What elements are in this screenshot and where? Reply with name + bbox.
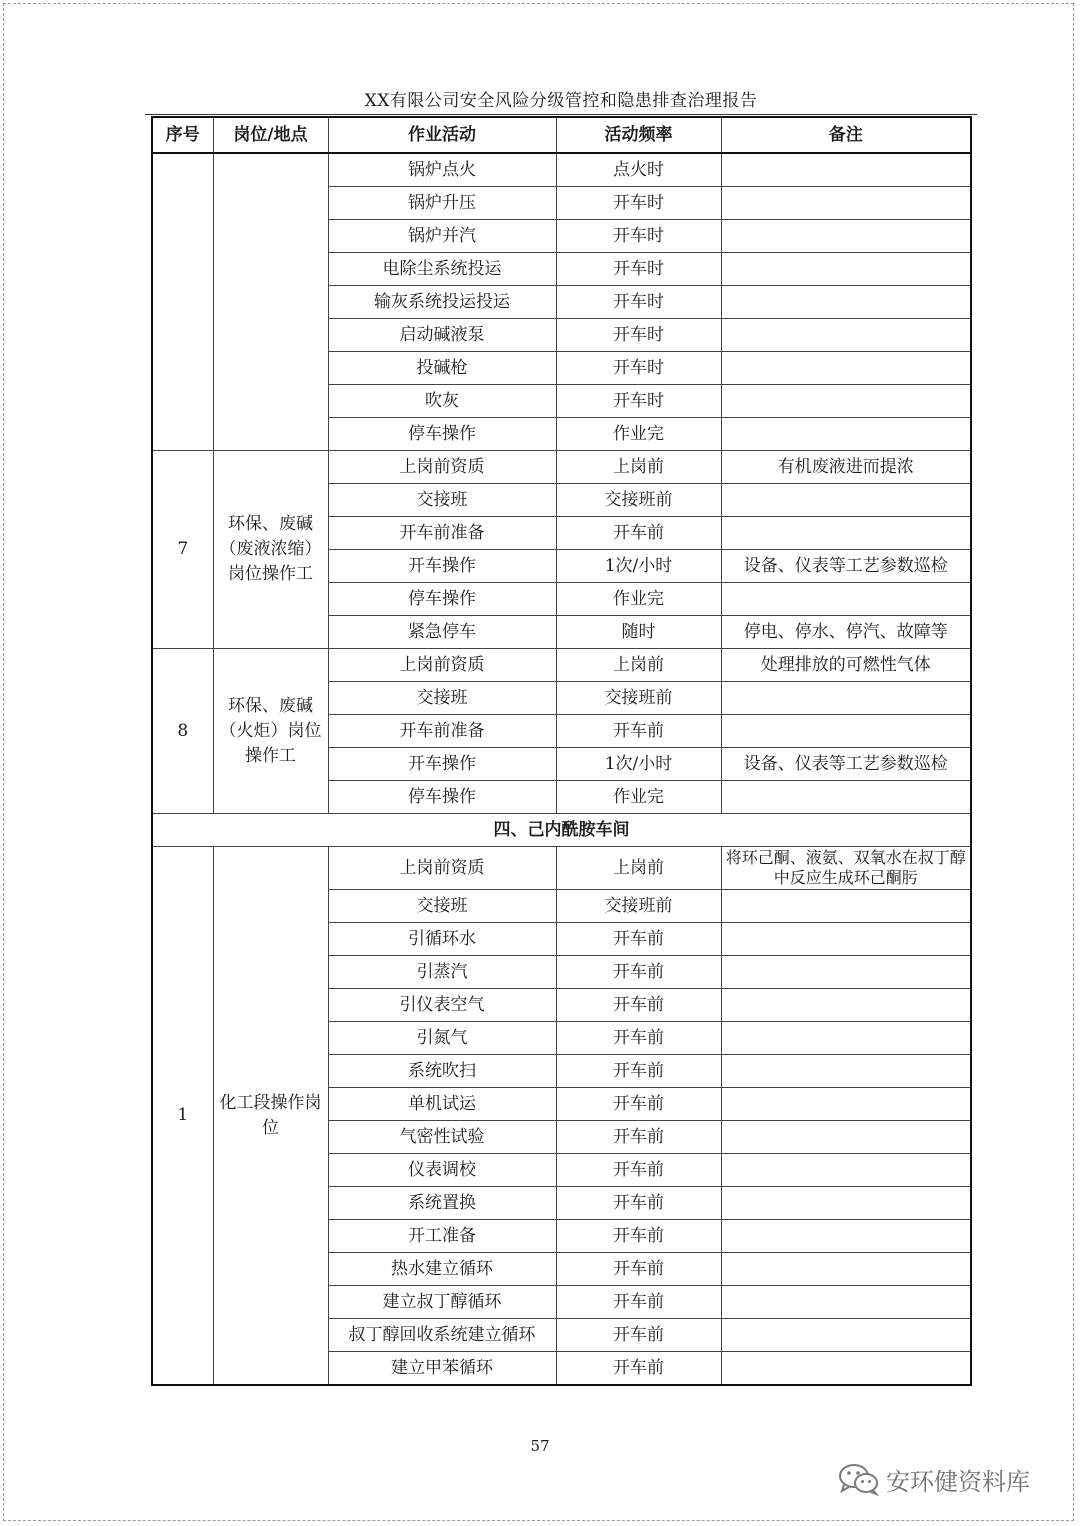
activity-cell: 交接班 [328, 890, 556, 923]
note-cell [721, 781, 971, 814]
activity-cell: 上岗前资质 [328, 847, 556, 890]
activity-cell: 启动碱液泵 [328, 319, 556, 352]
note-cell [721, 956, 971, 989]
col-header-activity: 作业活动 [328, 117, 556, 153]
section-row [152, 814, 971, 847]
section-title: 四、己内酰胺车间 [152, 814, 971, 847]
note-cell [721, 517, 971, 550]
frequency-cell: 开车前 [556, 1121, 721, 1154]
note-cell [721, 1187, 971, 1220]
frequency-cell: 开车时 [556, 319, 721, 352]
activity-cell: 引氮气 [328, 1022, 556, 1055]
note-cell [721, 352, 971, 385]
frequency-cell: 1次/小时 [556, 550, 721, 583]
table-row [152, 649, 971, 682]
frequency-cell: 随时 [556, 616, 721, 649]
activity-cell: 建立甲苯循环 [328, 1352, 556, 1386]
watermark [838, 1460, 1030, 1498]
table-row [152, 451, 971, 484]
row-number-cell: 1 [152, 847, 213, 1386]
note-cell [721, 1088, 971, 1121]
frequency-cell: 开车时 [556, 352, 721, 385]
frequency-cell: 点火时 [556, 153, 721, 187]
col-header-frequency: 活动频率 [556, 117, 721, 153]
frequency-cell: 交接班前 [556, 484, 721, 517]
frequency-cell: 开车时 [556, 220, 721, 253]
activity-cell: 叔丁醇回收系统建立循环 [328, 1319, 556, 1352]
frequency-cell: 开车时 [556, 385, 721, 418]
activity-cell: 锅炉升压 [328, 187, 556, 220]
note-cell [721, 385, 971, 418]
row-number-cell: 7 [152, 451, 213, 649]
table-header-row [152, 117, 971, 153]
post-cell: 环保、废碱（火炬）岗位操作工 [213, 649, 328, 814]
activity-cell: 锅炉并汽 [328, 220, 556, 253]
activity-cell: 吹灰 [328, 385, 556, 418]
document-header: XX有限公司安全风险分级管控和隐患排查治理报告 [145, 88, 977, 115]
note-cell [721, 286, 971, 319]
note-cell [721, 890, 971, 923]
activity-cell: 停车操作 [328, 583, 556, 616]
col-header-post: 岗位/地点 [213, 117, 328, 153]
activity-cell: 单机试运 [328, 1088, 556, 1121]
note-cell: 设备、仪表等工艺参数巡检 [721, 748, 971, 781]
frequency-cell: 开车前 [556, 1286, 721, 1319]
frequency-cell: 作业完 [556, 418, 721, 451]
note-cell [721, 1352, 971, 1386]
post-cell: 环保、废碱（废液浓缩）岗位操作工 [213, 451, 328, 649]
watermark-text: 安环健资料库 [886, 1467, 1030, 1496]
note-cell [721, 583, 971, 616]
activity-cell: 锅炉点火 [328, 153, 556, 187]
activity-cell: 引仪表空气 [328, 989, 556, 1022]
frequency-cell: 开车时 [556, 253, 721, 286]
activity-cell: 引蒸汽 [328, 956, 556, 989]
post-cell [213, 153, 328, 451]
activity-cell: 引循环水 [328, 923, 556, 956]
frequency-cell: 开车前 [556, 715, 721, 748]
frequency-cell: 开车前 [556, 1253, 721, 1286]
note-cell [721, 923, 971, 956]
note-cell [721, 319, 971, 352]
note-cell [721, 153, 971, 187]
activity-cell: 交接班 [328, 682, 556, 715]
frequency-cell: 开车时 [556, 286, 721, 319]
activity-cell: 紧急停车 [328, 616, 556, 649]
frequency-cell: 交接班前 [556, 890, 721, 923]
activity-cell: 停车操作 [328, 781, 556, 814]
note-cell: 将环己酮、液氨、双氧水在叔丁醇中反应生成环己酮肟 [721, 847, 971, 890]
activity-cell: 投碱枪 [328, 352, 556, 385]
col-header-note: 备注 [721, 117, 971, 153]
col-header-no: 序号 [152, 117, 213, 153]
wechat-icon [838, 1462, 880, 1496]
frequency-cell: 开车前 [556, 1154, 721, 1187]
frequency-cell: 作业完 [556, 583, 721, 616]
frequency-cell: 开车前 [556, 1187, 721, 1220]
activity-cell: 开工准备 [328, 1220, 556, 1253]
note-cell [721, 1055, 971, 1088]
activity-cell: 热水建立循环 [328, 1253, 556, 1286]
note-cell [721, 253, 971, 286]
activity-cell: 停车操作 [328, 418, 556, 451]
frequency-cell: 上岗前 [556, 847, 721, 890]
risk-activity-table [151, 116, 972, 1386]
frequency-cell: 开车前 [556, 1319, 721, 1352]
note-cell [721, 1154, 971, 1187]
note-cell [721, 220, 971, 253]
activity-cell: 气密性试验 [328, 1121, 556, 1154]
activity-cell: 开车操作 [328, 748, 556, 781]
note-cell [721, 989, 971, 1022]
frequency-cell: 开车前 [556, 1220, 721, 1253]
note-cell [721, 418, 971, 451]
activity-cell: 系统置换 [328, 1187, 556, 1220]
table-row [152, 847, 971, 890]
activity-cell: 开车操作 [328, 550, 556, 583]
post-cell: 化工段操作岗位 [213, 847, 328, 1386]
activity-cell: 交接班 [328, 484, 556, 517]
activity-cell: 输灰系统投运投运 [328, 286, 556, 319]
page-number: 57 [530, 1437, 550, 1455]
frequency-cell: 开车前 [556, 1088, 721, 1121]
note-cell: 设备、仪表等工艺参数巡检 [721, 550, 971, 583]
note-cell [721, 1220, 971, 1253]
activity-cell: 开车前准备 [328, 517, 556, 550]
note-cell [721, 1319, 971, 1352]
frequency-cell: 开车前 [556, 956, 721, 989]
activity-cell: 仪表调校 [328, 1154, 556, 1187]
activity-cell: 建立叔丁醇循环 [328, 1286, 556, 1319]
frequency-cell: 开车前 [556, 989, 721, 1022]
note-cell [721, 187, 971, 220]
activity-cell: 上岗前资质 [328, 451, 556, 484]
activity-cell: 上岗前资质 [328, 649, 556, 682]
frequency-cell: 开车前 [556, 517, 721, 550]
note-cell [721, 1286, 971, 1319]
row-number-cell [152, 153, 213, 451]
note-cell [721, 1253, 971, 1286]
note-cell [721, 682, 971, 715]
frequency-cell: 上岗前 [556, 451, 721, 484]
frequency-cell: 开车前 [556, 1022, 721, 1055]
activity-cell: 开车前准备 [328, 715, 556, 748]
frequency-cell: 开车前 [556, 1055, 721, 1088]
note-cell: 处理排放的可燃性气体 [721, 649, 971, 682]
frequency-cell: 上岗前 [556, 649, 721, 682]
table-row [152, 153, 971, 187]
note-cell [721, 715, 971, 748]
row-number-cell: 8 [152, 649, 213, 814]
frequency-cell: 作业完 [556, 781, 721, 814]
note-cell: 有机废液进而提浓 [721, 451, 971, 484]
activity-cell: 系统吹扫 [328, 1055, 556, 1088]
frequency-cell: 开车时 [556, 187, 721, 220]
note-cell [721, 484, 971, 517]
activity-cell: 电除尘系统投运 [328, 253, 556, 286]
note-cell: 停电、停水、停汽、故障等 [721, 616, 971, 649]
frequency-cell: 交接班前 [556, 682, 721, 715]
note-cell [721, 1121, 971, 1154]
note-cell [721, 1022, 971, 1055]
frequency-cell: 开车前 [556, 1352, 721, 1386]
frequency-cell: 1次/小时 [556, 748, 721, 781]
frequency-cell: 开车前 [556, 923, 721, 956]
